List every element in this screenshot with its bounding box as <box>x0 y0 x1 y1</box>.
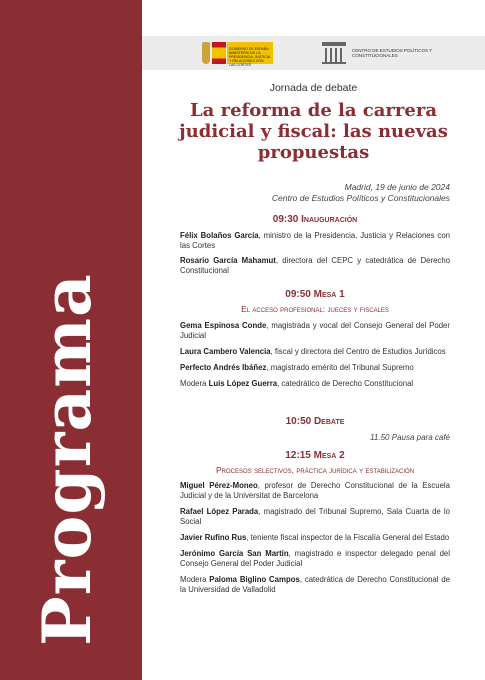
government-logo-text: GOBIERNO DE ESPAÑA · MINISTERIO DE LA PRESIDENCIA, JUSTICIA Y RELACIONES CON LAS CORTES <box>227 42 273 64</box>
participant <box>180 549 450 569</box>
participant <box>180 347 450 357</box>
header-block <box>142 82 485 203</box>
spanish-flag-icon <box>212 42 226 64</box>
participant-desc: , magistrado emérito del Tribunal Supremo <box>266 363 414 372</box>
session-debate <box>180 416 450 442</box>
participant-desc: , teniente fiscal inspector de la Fiscalía General del Estado <box>246 533 450 542</box>
moderator <box>180 379 450 389</box>
cepc-logo <box>322 42 442 64</box>
session-mesa-1 <box>180 289 450 389</box>
event-date-place <box>272 182 450 204</box>
participant-name: Rosario García Mahamut <box>180 256 276 265</box>
session-time: 09:30 Inauguración <box>272 214 358 225</box>
coat-of-arms-icon <box>202 42 210 64</box>
participant <box>180 507 450 527</box>
participant-desc: , catedrático de Derecho Constitucional <box>277 379 414 388</box>
participant-desc: , catedrática de Derecho Constitucional de la Universidad de Valladolid <box>180 575 450 594</box>
session-subtitle: Procesos selectivos, práctica jurídica y estabilización <box>215 465 415 475</box>
participant-name: Rafael López Parada <box>180 507 259 516</box>
participant <box>180 363 450 373</box>
participant-desc: , magistrada y vocal del Consejo General del Poder Judicial <box>180 321 450 340</box>
participant-name: Javier Rufino Rus <box>180 533 247 542</box>
cepc-logo-text: CENTRO DE ESTUDIOS POLÍTICOS Y CONSTITUCIONALES <box>352 48 433 58</box>
event-title: La reforma de la carrera judicial y fiscal: las nuevas propuestas <box>179 100 448 163</box>
participant-name: Perfecto Andrés Ibáñez <box>180 363 267 372</box>
participant-desc: , directora del CEPC y catedrática de Derecho Constitucional <box>180 256 450 275</box>
participant-desc: , magistrado del Tribunal Supremo, Sala Cuarta de lo Social <box>180 507 451 526</box>
participant <box>180 321 450 341</box>
government-logo <box>202 42 273 67</box>
participant <box>180 481 450 501</box>
participant-name: Luis López Guerra <box>208 379 278 388</box>
cepc-building-icon <box>322 42 346 64</box>
participant-desc: , fiscal y directora del Centro de Estudios Jurídicos <box>270 347 446 356</box>
session-mesa-2 <box>180 450 450 595</box>
participant <box>180 231 450 251</box>
logo-band <box>142 36 485 70</box>
event-date: Madrid, 19 de junio de 2024 <box>344 182 450 192</box>
participant-name: Miguel Pérez-Moneo <box>180 481 258 490</box>
event-place: Centro de Estudios Políticos y Constitucionales <box>271 193 450 203</box>
participant-name: Paloma Biglino Campos <box>209 575 300 584</box>
participant-desc: , magistrado e inspector delegado penal del Consejo General del Poder Judicial <box>180 549 450 568</box>
participant-name: Jerónimo García San Martín <box>180 549 289 558</box>
moderator <box>180 575 450 595</box>
session-inauguracion <box>180 214 450 276</box>
session-time: 09:50 Mesa 1 <box>285 289 345 300</box>
moderator-prefix: Modera <box>180 575 210 584</box>
sidebar-title: Programa <box>28 273 106 646</box>
moderator-prefix: Modera <box>180 379 209 388</box>
participant <box>180 256 450 276</box>
participant-name: Laura Cambero Valencia <box>180 347 271 356</box>
participant <box>180 533 450 543</box>
session-subtitle: El acceso profesional: jueces y fiscales <box>241 304 389 314</box>
event-type: Jornada de debate <box>269 82 358 94</box>
participant-name: Gema Espinosa Conde <box>180 321 267 330</box>
participant-desc: , ministro de la Presidencia, Justicia y Relaciones con las Cortes <box>180 231 450 250</box>
participant-name: Félix Bolaños García <box>180 231 259 240</box>
coffee-break-note: 11.50 Pausa para café <box>370 433 450 442</box>
participant-desc: , profesor de Derecho Constitucional de la Escuela Judicial y de la Universitat de Barcelona <box>180 481 450 500</box>
session-time: 10:50 Debate <box>285 416 345 427</box>
sidebar-band <box>0 0 142 680</box>
session-time: 12:15 Mesa 2 <box>285 450 345 461</box>
